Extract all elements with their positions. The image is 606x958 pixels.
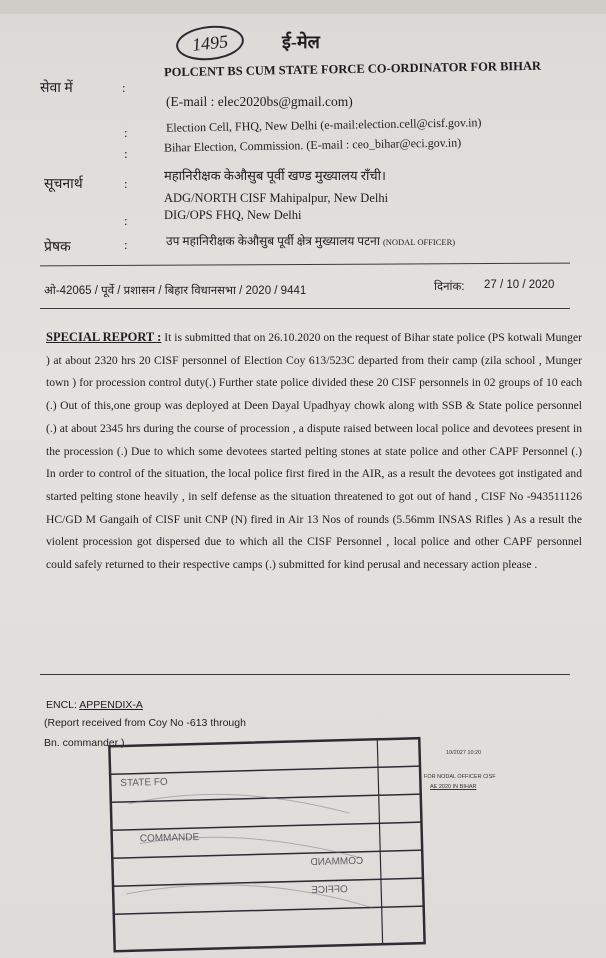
enclosure-label: ENCL: [46,699,77,711]
info-line-3: DIG/OPS FHQ, New Delhi [164,208,302,222]
file-number: ओ-42065 / पूर्वे / प्रशासन / बिहार विधानसभा / 2020 / 9441 [44,285,307,297]
stamp-row-3: COMMAND [310,855,364,869]
to-colon: : [122,80,126,95]
divider-middle [40,308,570,309]
divider-top [40,263,570,267]
sender-line-1 [166,232,455,249]
special-report-text: It is submitted that on 26.10.2020 on the request of Bihar state police (PS kotwali Munger ) at about 2320 hrs 20 CISF personnel of Election Coy 613/523C departed from their camp (zila school , Munger town ) for procession control duty(.) Further state police divided these 20 CISF personnels in 02 groups of 10 each (.) Out of this,one group was deployed at Deen Dayal Upadhyay chowk along with SSB & State police personnel (.) at about 2345 hrs during the course of procession , a dispute raised between local police and devotees present in the procession (.) Due to which some devotees started pelting stones at state police and other CAPF Personnel (.) In order to control of the situation, the local police first fired in the AIR, as a result the devotees got instigated and started pelting stone heavily , in self defense as the situation threatened to got out of hand , CISF No -943511126 HC/GD M Gangaih of CISF unit CNP (N) fired in Air 13 Nos of rounds (5.56mm INSAS Rifles ) As a result the violent procession got dispersed due to which all the CISF Personnel , local police and other CAPF personnel could safely returned to their respective camps (.) submitted for kind perusal and necessary action please . [46,331,582,572]
info-line-2: ADG/NORTH CISF Mahipalpur, New Delhi [164,191,389,205]
reference-number-circle: 1495 [174,23,245,64]
stamp-side-note-1: FOR NODAL OFFICER CISF [424,774,496,780]
sender-colon: : [124,237,128,252]
stamp-border [107,736,442,955]
info-label: सूचनार्थ [44,177,83,192]
info-line-1: महानिरीक्षक केऔसुब पूर्वी खण्ड मुख्यालय रॉंची। [164,168,386,183]
office-stamp [107,736,442,955]
to-line-1: POLCENT BS CUM STATE FORCE CO-ORDINATOR FOR BIHAR [163,58,542,80]
info-colon: : [124,176,128,191]
sender-suffix: (NODAL OFFICER) [382,237,456,247]
info-colon-2: : [124,213,128,228]
to-line-3: Election Cell, FHQ, New Delhi (e-mail:election.cell@cisf.gov.in) [165,115,482,135]
stamp-row-1: STATE FO [120,776,168,790]
enclosure-appendix: APPENDIX-A [79,699,143,711]
date-value: 27 / 10 / 2020 [484,279,555,291]
to-line-2: (E-mail : elec2020bs@gmail.com) [166,94,353,109]
enclosure-note-2: Bn. commander ) [44,737,125,749]
stamp-row-2: COMMANDE [139,831,200,845]
sender-label: प्रेषक [44,240,71,255]
stamp-side-note-2: AE 2020 IN BIHAR [430,784,477,790]
stamp-row-4: OFFICE [311,884,349,897]
special-report-heading: SPECIAL REPORT : [46,330,162,344]
sender-hindi: उप महानिरीक्षक केऔसुब पूर्वी क्षेत्र मुख्यालय पटना [166,234,380,248]
special-report-paragraph [46,326,582,577]
divider-bottom [40,674,570,675]
email-heading: ई-मेल [282,32,320,52]
enclosure-note-1: (Report received from Coy No -613 through [44,717,246,729]
to-line-4: Bihar Election, Commission. (E-mail : ceo_bihar@eci.gov.in) [163,135,462,155]
date-label: दिनांक: [434,281,465,293]
to-colon-3: : [124,146,128,161]
stamp-side-date: 10/2027 10:20 [446,750,482,756]
to-label: सेवा में [40,81,73,96]
to-colon-2: : [124,125,128,140]
page-top-edge [0,0,606,14]
enclosure-line [46,699,143,711]
